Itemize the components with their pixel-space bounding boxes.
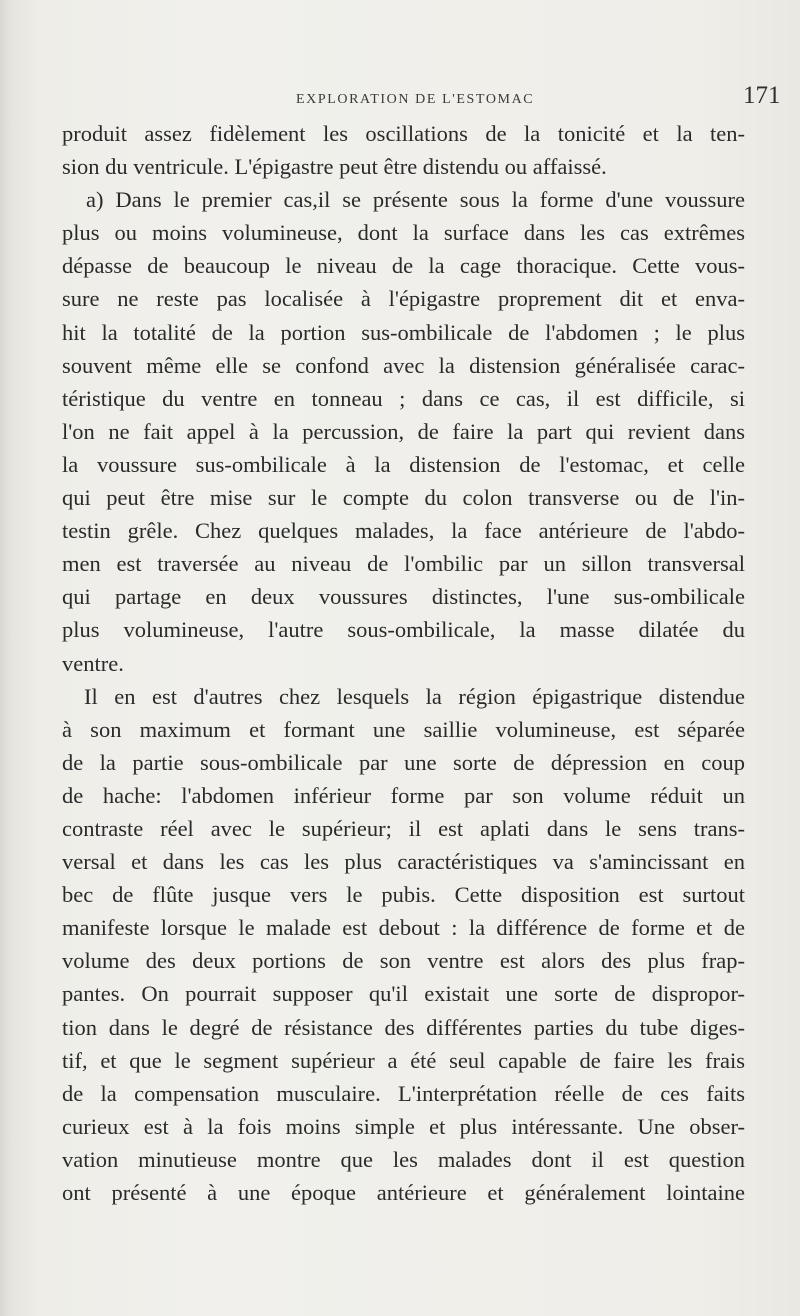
text-line: vation minutieuse montre que les malades dont il est question xyxy=(62,1146,745,1172)
text-line: téristique du ventre en tonneau ; dans ce cas, il est difficile, si xyxy=(62,385,745,411)
text-line: à son maximum et formant une saillie volumineuse, est séparée xyxy=(62,716,745,742)
text-line: a) Dans le premier cas,il se présente sous la forme d'une voussure xyxy=(86,187,745,213)
text-line: souvent même elle se confond avec la distension généralisée carac- xyxy=(62,352,745,378)
text-line: Il en est d'autres chez lesquels la région épigastrique distendue xyxy=(84,683,745,709)
text-line: de la partie sous-ombilicale par une sorte de dépression en coup xyxy=(62,749,745,775)
text-line: tif, et que le segment supérieur a été seul capable de faire les frais xyxy=(62,1047,745,1073)
text-line: l'on ne fait appel à la percussion, de faire la part qui revient dans xyxy=(62,418,745,444)
text-line: testin grêle. Chez quelques malades, la face antérieure de l'abdo- xyxy=(62,518,745,544)
text-line: hit la totalité de la portion sus-ombilicale de l'abdomen ; le plus xyxy=(62,319,745,345)
text-line: pantes. On pourrait supposer qu'il existait une sorte de dispropor- xyxy=(62,981,745,1007)
text-line: manifeste lorsque le malade est debout : la différence de forme et de xyxy=(62,915,745,941)
body-text xyxy=(62,117,745,1209)
text-line: plus volumineuse, l'autre sous-ombilicale, la masse dilatée du xyxy=(62,617,745,643)
page-number: 171 xyxy=(743,82,781,109)
header-title: EXPLORATION DE L'ESTOMAC xyxy=(296,92,535,107)
text-line: versal et dans les cas les plus caractéristiques va s'amincissant en xyxy=(62,849,745,875)
text-line: bec de flûte jusque vers le pubis. Cette disposition est surtout xyxy=(62,882,745,908)
text-line: qui partage en deux voussures distinctes, l'une sus-ombilicale xyxy=(62,584,745,610)
text-line: tion dans le degré de résistance des différentes parties du tube diges- xyxy=(62,1014,745,1040)
text-line: sure ne reste pas localisée à l'épigastre proprement dit et enva- xyxy=(62,286,745,312)
text-line: curieux est à la fois moins simple et plus intéressante. Une obser- xyxy=(62,1113,745,1139)
text-line: plus ou moins volumineuse, dont la surface dans les cas extrêmes xyxy=(62,220,745,246)
text-line: ventre. xyxy=(62,650,124,676)
text-line: men est traversée au niveau de l'ombilic par un sillon transversal xyxy=(62,551,745,577)
text-line: ont présenté à une époque antérieure et généralement lointaine xyxy=(62,1180,745,1205)
text-line: sion du ventricule. L'épigastre peut être distendu ou affaissé. xyxy=(62,154,607,180)
text-line: la voussure sus-ombilicale à la distension de l'estomac, et celle xyxy=(62,451,745,477)
page-edge-shadow xyxy=(0,0,10,1316)
running-head xyxy=(0,82,800,122)
text-line: qui peut être mise sur le compte du colon transverse ou de l'in- xyxy=(62,485,745,511)
text-line: de hache: l'abdomen inférieur forme par son volume réduit un xyxy=(62,782,745,808)
text-line: produit assez fidèlement les oscillations de la tonicité et la ten- xyxy=(62,121,745,146)
text-line: contraste réel avec le supérieur; il est aplati dans le sens trans- xyxy=(62,815,745,841)
text-line: volume des deux portions de son ventre est alors des plus frap- xyxy=(62,948,745,974)
text-line: de la compensation musculaire. L'interprétation réelle de ces faits xyxy=(62,1080,745,1106)
text-line: dépasse de beaucoup le niveau de la cage thoracique. Cette vous- xyxy=(62,253,745,279)
